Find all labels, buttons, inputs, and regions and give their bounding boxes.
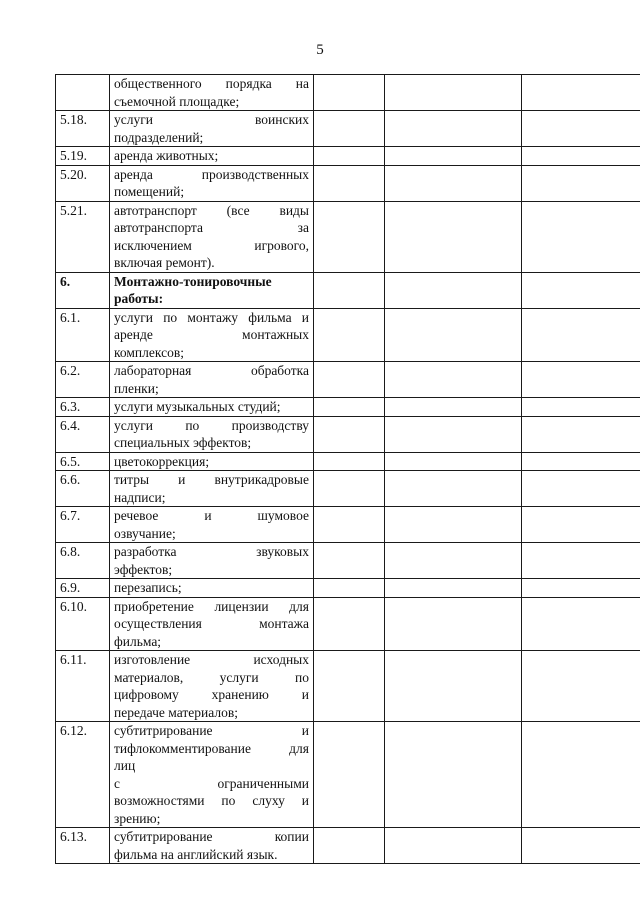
empty-value-cell-1 (314, 471, 385, 507)
empty-value-cell-2 (385, 165, 522, 201)
table-row (56, 398, 640, 417)
item-description-cell (110, 75, 314, 111)
item-number-cell: 5.19. (56, 147, 110, 166)
empty-value-cell-3 (522, 362, 640, 398)
item-description-cell (110, 579, 314, 598)
empty-value-cell-3 (522, 828, 640, 864)
empty-value-cell-2 (385, 507, 522, 543)
page-number: 5 (316, 42, 324, 58)
item-description-cell (110, 272, 314, 308)
empty-value-cell-3 (522, 147, 640, 166)
empty-value-cell-2 (385, 416, 522, 452)
item-description-cell (110, 452, 314, 471)
empty-value-cell-2 (385, 308, 522, 362)
item-description-cell (110, 828, 314, 864)
empty-value-cell-3 (522, 507, 640, 543)
empty-value-cell-1 (314, 75, 385, 111)
description-line: озвучание; (114, 525, 176, 541)
item-description-cell (110, 507, 314, 543)
item-description-cell (110, 201, 314, 272)
empty-value-cell-1 (314, 201, 385, 272)
item-number-cell: 6.2. (56, 362, 110, 398)
empty-value-cell-2 (385, 111, 522, 147)
description-line: приобретение лицензии для (114, 598, 309, 614)
table-row (56, 147, 640, 166)
table-row (56, 111, 640, 147)
empty-value-cell-3 (522, 272, 640, 308)
empty-value-cell-3 (522, 651, 640, 722)
description-line: включая ремонт). (114, 255, 215, 270)
empty-value-cell-1 (314, 147, 385, 166)
empty-value-cell-3 (522, 398, 640, 417)
empty-value-cell-1 (314, 651, 385, 722)
empty-value-cell-2 (385, 579, 522, 598)
description-line: аренде монтажных (114, 327, 309, 342)
description-line: тифлокомментирование для (114, 740, 309, 756)
empty-value-cell-3 (522, 165, 640, 201)
description-line: возможностями по слуху и (114, 793, 309, 808)
description-line: перезапись; (114, 580, 182, 595)
description-line: помещений; (114, 184, 185, 199)
empty-value-cell-2 (385, 597, 522, 651)
item-description-cell (110, 362, 314, 398)
item-number-cell: 6.13. (56, 828, 110, 864)
description-line: подразделений; (114, 129, 204, 145)
table-row (56, 308, 640, 362)
description-line: пленки; (114, 380, 159, 396)
table-row (56, 452, 640, 471)
description-line: передаче материалов; (114, 704, 238, 720)
item-number-cell: 6.4. (56, 416, 110, 452)
table-row (56, 828, 640, 864)
item-number-cell: 5.20. (56, 165, 110, 201)
item-number-cell: 6.12. (56, 722, 110, 828)
empty-value-cell-3 (522, 543, 640, 579)
description-line: субтитрирование копии (114, 829, 309, 844)
table-row (56, 543, 640, 579)
item-description-cell (110, 471, 314, 507)
table-row (56, 507, 640, 543)
description-line: аренда производственных (114, 166, 309, 182)
description-line: цифровому хранению и (114, 687, 309, 702)
item-description-cell (110, 398, 314, 417)
item-description-cell (110, 597, 314, 651)
description-line: исключением игрового, (114, 237, 309, 253)
description-line: зрению; (114, 810, 161, 826)
item-number-cell: 6.3. (56, 398, 110, 417)
empty-value-cell-3 (522, 111, 640, 147)
empty-value-cell-2 (385, 272, 522, 308)
table-body (56, 75, 640, 864)
empty-value-cell-1 (314, 722, 385, 828)
empty-value-cell-2 (385, 722, 522, 828)
empty-value-cell-2 (385, 201, 522, 272)
empty-value-cell-3 (522, 416, 640, 452)
description-line: разработка звуковых (114, 544, 309, 559)
empty-value-cell-2 (385, 828, 522, 864)
description-line: работы: (114, 291, 164, 306)
item-number-cell: 6.8. (56, 543, 110, 579)
empty-value-cell-1 (314, 507, 385, 543)
description-line: осуществления монтажа (114, 616, 309, 631)
empty-value-cell-1 (314, 272, 385, 308)
table-row (56, 165, 640, 201)
item-description-cell (110, 416, 314, 452)
description-line: специальных эффектов; (114, 435, 252, 450)
empty-value-cell-3 (522, 308, 640, 362)
empty-value-cell-3 (522, 471, 640, 507)
item-number-cell (56, 75, 110, 111)
item-number-cell: 6.1. (56, 308, 110, 362)
item-description-cell (110, 111, 314, 147)
table-row (56, 416, 640, 452)
table-row (56, 272, 640, 308)
item-description-cell (110, 165, 314, 201)
description-line: изготовление исходных (114, 652, 309, 667)
description-line: комплексов; (114, 344, 184, 360)
item-number-cell: 5.18. (56, 111, 110, 147)
item-description-cell (110, 308, 314, 362)
table-row (56, 597, 640, 651)
table-row (56, 722, 640, 828)
item-description-cell (110, 543, 314, 579)
table-row (56, 201, 640, 272)
item-number-cell: 5.21. (56, 201, 110, 272)
budget-items-table (55, 74, 640, 864)
empty-value-cell-1 (314, 597, 385, 651)
description-line: фильма; (114, 633, 162, 649)
empty-value-cell-1 (314, 398, 385, 417)
description-line: цветокоррекция; (114, 453, 210, 469)
item-number-cell: 6.7. (56, 507, 110, 543)
empty-value-cell-1 (314, 579, 385, 598)
item-number-cell: 6.9. (56, 579, 110, 598)
empty-value-cell-2 (385, 75, 522, 111)
item-number-cell: 6.11. (56, 651, 110, 722)
description-line: автотранспорта за (114, 220, 309, 235)
table-row (56, 579, 640, 598)
item-description-cell (110, 147, 314, 166)
description-line: субтитрирование и (114, 723, 309, 738)
empty-value-cell-1 (314, 362, 385, 398)
empty-value-cell-2 (385, 147, 522, 166)
empty-value-cell-1 (314, 165, 385, 201)
description-line: надписи; (114, 489, 166, 505)
empty-value-cell-1 (314, 308, 385, 362)
table-row (56, 471, 640, 507)
description-line: аренда животных; (114, 148, 219, 163)
empty-value-cell-1 (314, 543, 385, 579)
description-line: съемочной площадке; (114, 93, 240, 109)
empty-value-cell-3 (522, 75, 640, 111)
item-description-cell (110, 722, 314, 828)
description-line: лиц (114, 758, 136, 773)
empty-value-cell-2 (385, 651, 522, 722)
empty-value-cell-2 (385, 398, 522, 417)
item-description-cell (110, 651, 314, 722)
description-line: речевое и шумовое (114, 508, 309, 523)
empty-value-cell-1 (314, 452, 385, 471)
empty-value-cell-2 (385, 452, 522, 471)
empty-value-cell-2 (385, 471, 522, 507)
item-number-cell: 6. (56, 272, 110, 308)
description-line: услуги по производству (114, 417, 309, 433)
table-row (56, 362, 640, 398)
item-number-cell: 6.6. (56, 471, 110, 507)
description-line: титры и внутрикадровые (114, 472, 309, 487)
description-line: услуги воинских (114, 112, 309, 127)
description-line: услуги по монтажу фильма и (114, 309, 309, 325)
description-line: Монтажно-тонировочные (114, 273, 272, 289)
empty-value-cell-3 (522, 579, 640, 598)
table-row (56, 651, 640, 722)
empty-value-cell-3 (522, 722, 640, 828)
empty-value-cell-1 (314, 111, 385, 147)
empty-value-cell-3 (522, 201, 640, 272)
description-line: общественного порядка на (114, 76, 309, 91)
empty-value-cell-1 (314, 416, 385, 452)
empty-value-cell-2 (385, 543, 522, 579)
description-line: фильма на английский язык. (114, 846, 278, 862)
empty-value-cell-2 (385, 362, 522, 398)
empty-value-cell-1 (314, 828, 385, 864)
description-line: материалов, услуги по (114, 669, 309, 685)
description-line: автотранспорт (все виды (114, 202, 309, 218)
item-number-cell: 6.10. (56, 597, 110, 651)
empty-value-cell-3 (522, 452, 640, 471)
description-line: с ограниченными (114, 775, 309, 791)
table-row (56, 75, 640, 111)
description-line: услуги музыкальных студий; (114, 399, 281, 414)
empty-value-cell-3 (522, 597, 640, 651)
description-line: лабораторная обработка (114, 363, 309, 378)
description-line: эффектов; (114, 561, 173, 577)
item-number-cell: 6.5. (56, 452, 110, 471)
